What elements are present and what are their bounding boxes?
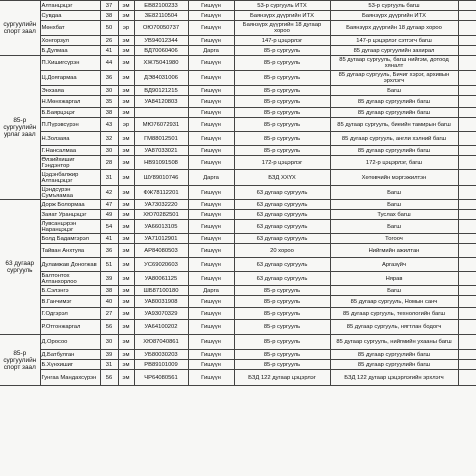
cell-id: УА87033021 — [134, 146, 188, 156]
cell-age: 38 — [100, 286, 118, 296]
cell-job: 53-р сургууль багш — [330, 1, 458, 11]
cell-org: Баянзүрх дүүргийн ИТХ — [234, 11, 330, 21]
cell-name: П.Хишигсүрэн — [40, 56, 100, 71]
cell-org: 85-р сургууль — [234, 108, 330, 118]
cell-org: 172-р цэцэрлэг — [234, 156, 330, 170]
cell-name: Н.Мөнхжаргал — [40, 96, 100, 108]
table-row — [0, 170, 476, 186]
cell-extra — [458, 71, 476, 86]
cell-job: 85 дугаар сургууль, биеийн тамирын багш — [330, 118, 458, 132]
cell-gender: эм — [118, 108, 134, 118]
cell-id: УВ94012344 — [134, 36, 188, 46]
cell-name: Д.Батбулган — [40, 350, 100, 360]
cell-id: ЧР64080561 — [134, 370, 188, 386]
cell-job: 85 дугаар сургууль, нягтлан бодогч — [330, 320, 458, 335]
cell-org: 85-р сургууль — [234, 118, 330, 132]
cell-name: Б.Дулмаа — [40, 46, 100, 56]
cell-age: 56 — [100, 320, 118, 335]
cell-age: 38 — [100, 11, 118, 21]
cell-status: Гишүүн — [188, 21, 234, 36]
cell-name: Алтанцэцэг — [40, 1, 100, 11]
cell-id: УА84120803 — [134, 96, 188, 108]
cell-gender: эм — [118, 244, 134, 258]
cell-job: 85 дугаар сургуулийн багш — [330, 350, 458, 360]
cell-id: УА64100202 — [134, 320, 188, 335]
cell-extra — [458, 186, 476, 200]
cell-job: 85 дугаар сургуулийн багш — [330, 360, 458, 370]
cell-job: Аргазүйч — [330, 258, 458, 272]
table-row — [0, 56, 476, 71]
cell-name: Г.Одгэрэл — [40, 308, 100, 320]
cell-extra — [458, 272, 476, 286]
cell-extra — [458, 308, 476, 320]
table-row — [0, 132, 476, 146]
cell-name: Р.Отгонжаргал — [40, 320, 100, 335]
cell-age: 27 — [100, 308, 118, 320]
cell-id: УБ80030203 — [134, 350, 188, 360]
cell-job: 85 дугаар сургуулийн багш — [330, 108, 458, 118]
cell-gender: эм — [118, 308, 134, 320]
cell-id: УА66013105 — [134, 220, 188, 234]
table-row — [0, 156, 476, 170]
cell-status: Гишүүн — [188, 320, 234, 335]
cell-name: Ц.Доягармаа — [40, 71, 100, 86]
cell-id: УА71012901 — [134, 234, 188, 244]
cell-status: Гишүүн — [188, 108, 234, 118]
cell-id: ЗЕ82110504 — [134, 11, 188, 21]
cell-gender: эм — [118, 146, 134, 156]
cell-extra — [458, 1, 476, 11]
cell-org: 63 дугаар сургууль — [234, 234, 330, 244]
table-row — [0, 11, 476, 21]
cell-name: Лувсанцэрэн Наранцэцэг — [40, 220, 100, 234]
cell-org: 85-р сургууль — [234, 146, 330, 156]
cell-gender: эм — [118, 210, 134, 220]
cell-id: УА80031908 — [134, 296, 188, 308]
cell-org: БЗД ХХҮХ — [234, 170, 330, 186]
cell-age: 30 — [100, 146, 118, 156]
cell-status: Гишүүн — [188, 11, 234, 21]
cell-id: ШБ87100180 — [134, 286, 188, 296]
cell-name: Энхзаяа — [40, 86, 100, 96]
cell-age: 41 — [100, 234, 118, 244]
cell-gender: эм — [118, 220, 134, 234]
cell-job: Багш — [330, 220, 458, 234]
cell-status: Гишүүн — [188, 308, 234, 320]
cell-job: Багш — [330, 186, 458, 200]
cell-status: Гишүүн — [188, 360, 234, 370]
cell-gender: эм — [118, 286, 134, 296]
cell-name: Цэдэнбалжир Алтанцэцэг — [40, 170, 100, 186]
cell-org: 63 дугаар сургууль — [234, 258, 330, 272]
cell-org: 85-р сургууль — [234, 360, 330, 370]
cell-job: Нярав — [330, 272, 458, 286]
cell-job: Багш — [330, 86, 458, 96]
table-row — [0, 320, 476, 335]
cell-gender: эм — [118, 296, 134, 308]
table-row — [0, 220, 476, 234]
cell-age: 42 — [100, 186, 118, 200]
table-row — [0, 335, 476, 350]
cell-age: 31 — [100, 360, 118, 370]
cell-extra — [458, 200, 476, 210]
cell-extra — [458, 86, 476, 96]
cell-status: Дарга — [188, 286, 234, 296]
cell-age: 50 — [100, 21, 118, 36]
cell-name: Б.Баярцэцэг — [40, 108, 100, 118]
cell-status: Гишүүн — [188, 335, 234, 350]
table-row — [0, 71, 476, 86]
cell-id: ДЭ84031006 — [134, 71, 188, 86]
cell-extra — [458, 170, 476, 186]
cell-job: 85 дугаар сургууль, Бичиг хэрэг, архивын эрхлэгч — [330, 71, 458, 86]
cell-org: 85-р сургууль — [234, 350, 330, 360]
table-row — [0, 1, 476, 11]
table-row — [0, 308, 476, 320]
cell-age: 36 — [100, 244, 118, 258]
cell-age: 31 — [100, 170, 118, 186]
cell-name: Б.Хүнхишиг — [40, 360, 100, 370]
table-row — [0, 146, 476, 156]
cell-age: 49 — [100, 210, 118, 220]
cell-org: 63 дугаар сургууль — [234, 186, 330, 200]
cell-gender: эм — [118, 1, 134, 11]
cell-name: Г.Нансалмаа — [40, 146, 100, 156]
cell-age: 47 — [100, 200, 118, 210]
cell-id: ВД90121215 — [134, 86, 188, 96]
cell-gender: эм — [118, 96, 134, 108]
cell-id: УА80061125 — [134, 272, 188, 286]
cell-gender: эр — [118, 118, 134, 132]
cell-id: УА73032220 — [134, 200, 188, 210]
cell-age: 38 — [100, 108, 118, 118]
cell-id: УС69020603 — [134, 258, 188, 272]
cell-status: Гишүүн — [188, 1, 234, 11]
cell-id: ВД70060406 — [134, 46, 188, 56]
cell-age: 30 — [100, 86, 118, 96]
table-row — [0, 286, 476, 296]
cell-status: Гишүүн — [188, 210, 234, 220]
cell-age: 43 — [100, 118, 118, 132]
cell-org: 85-р сургууль — [234, 286, 330, 296]
cell-age: 56 — [100, 370, 118, 386]
cell-gender: эм — [118, 36, 134, 46]
cell-name: Н.Золзаяа — [40, 132, 100, 146]
cell-job: 85 дугаар сургууль, багш нийгэм, дотоод хяналт — [330, 56, 458, 71]
cell-status: Дарга — [188, 170, 234, 186]
cell-job: Багш — [330, 286, 458, 296]
cell-job: 85 дугаар сургуулийн багш — [330, 96, 458, 108]
cell-job: Баянзүрх дүүргийн ИТХ — [330, 11, 458, 21]
cell-extra — [458, 244, 476, 258]
cell-name: Гунгаа Мандахсүрэн — [40, 370, 100, 386]
cell-org: 85-р сургууль — [234, 308, 330, 320]
cell-org: 85-р сургууль — [234, 296, 330, 308]
cell-status: Гишүүн — [188, 186, 234, 200]
cell-status: Дарга — [188, 46, 234, 56]
cell-extra — [458, 146, 476, 156]
cell-org: 85-р сургууль — [234, 46, 330, 56]
cell-status: Гишүүн — [188, 146, 234, 156]
cell-extra — [458, 220, 476, 234]
cell-extra — [458, 296, 476, 308]
cell-extra — [458, 370, 476, 386]
group-label: 85-р сургуулийн спорт заал — [0, 335, 40, 386]
cell-job: Туслах багш — [330, 210, 458, 220]
table-row — [0, 200, 476, 210]
cell-job: 85 дугаар сургуулийн захирал — [330, 46, 458, 56]
cell-org: 63 дугаар сургууль — [234, 210, 330, 220]
cell-age: 44 — [100, 56, 118, 71]
table-row — [0, 21, 476, 36]
cell-gender: эм — [118, 156, 134, 170]
cell-name: Заяат Уранцэцэг — [40, 210, 100, 220]
table-row — [0, 186, 476, 200]
cell-status: Гишүүн — [188, 350, 234, 360]
cell-job: Нийгмийн ажилтан — [330, 244, 458, 258]
cell-status: Гишүүн — [188, 118, 234, 132]
cell-job: 85 дугаар сургууль, англи хэлний багш — [330, 132, 458, 146]
cell-gender: эм — [118, 71, 134, 86]
cell-id — [134, 108, 188, 118]
table-row — [0, 234, 476, 244]
cell-gender: эм — [118, 132, 134, 146]
cell-status: Гишүүн — [188, 258, 234, 272]
cell-gender: эм — [118, 258, 134, 272]
cell-gender: эр — [118, 21, 134, 36]
cell-status: Гишүүн — [188, 71, 234, 86]
cell-id: МЮ76072931 — [134, 118, 188, 132]
cell-extra — [458, 132, 476, 146]
cell-job: 147-р цэцэрлэг сэтгэгч багш — [330, 36, 458, 46]
cell-id: ШУ89010746 — [134, 170, 188, 186]
table-row — [0, 46, 476, 56]
cell-name: В.Ганчимэг — [40, 296, 100, 308]
group-label: 63 дугаар сургууль — [0, 200, 40, 335]
cell-age: 37 — [100, 1, 118, 11]
table-row — [0, 244, 476, 258]
cell-id: ХЮ70282501 — [134, 210, 188, 220]
table-row — [0, 210, 476, 220]
cell-name: Дуламжав Доногжав — [40, 258, 100, 272]
cell-status: Гишүүн — [188, 234, 234, 244]
cell-id: НВ91091508 — [134, 156, 188, 170]
cell-job: Тогооч — [330, 234, 458, 244]
cell-job: 85 дугаар сургууль, технологийн багш — [330, 308, 458, 320]
cell-extra — [458, 36, 476, 46]
table-row — [0, 96, 476, 108]
cell-status: Гишүүн — [188, 220, 234, 234]
cell-gender: эм — [118, 11, 134, 21]
cell-gender: эм — [118, 234, 134, 244]
cell-org: БЗД 122 дугаар цэцэрлэг — [234, 370, 330, 386]
cell-age: 36 — [100, 71, 118, 86]
cell-extra — [458, 46, 476, 56]
cell-name: Сувдаа — [40, 11, 100, 21]
cell-id: ХЮ87040861 — [134, 335, 188, 350]
cell-gender: эм — [118, 272, 134, 286]
cell-age: 41 — [100, 46, 118, 56]
cell-org: 63 дугаар сургууль — [234, 272, 330, 286]
cell-age: 39 — [100, 350, 118, 360]
cell-gender: эм — [118, 360, 134, 370]
cell-extra — [458, 320, 476, 335]
cell-name: Өлзийхишиг Гэндэнтор — [40, 156, 100, 170]
cell-gender: эм — [118, 370, 134, 386]
cell-age: 28 — [100, 156, 118, 170]
cell-age: 51 — [100, 258, 118, 272]
cell-extra — [458, 350, 476, 360]
cell-extra — [458, 286, 476, 296]
cell-gender: эм — [118, 56, 134, 71]
group-label: 85-р сургуулийн урлаг заал — [0, 56, 40, 200]
cell-extra — [458, 118, 476, 132]
cell-job: Багш — [330, 200, 458, 210]
cell-gender: эм — [118, 170, 134, 186]
cell-org: 53-р сургууль ИТХ — [234, 1, 330, 11]
cell-org: 85-р сургууль — [234, 56, 330, 71]
cell-age: 26 — [100, 36, 118, 46]
cell-gender: эм — [118, 86, 134, 96]
cell-extra — [458, 108, 476, 118]
cell-org: Баянзүрх дүүргийн 18 дугаар хороо — [234, 21, 330, 36]
cell-name: Дорж Болормаа — [40, 200, 100, 210]
cell-job: Баянзүрх дүүргийн 18 дугаар хороо — [330, 21, 458, 36]
cell-status: Гишүүн — [188, 370, 234, 386]
cell-org: 85-р сургууль — [234, 335, 330, 350]
cell-name: Мөнхбат — [40, 21, 100, 36]
cell-org: 63 дугаар сургууль — [234, 200, 330, 210]
cell-age: 30 — [100, 335, 118, 350]
cell-extra — [458, 335, 476, 350]
cell-job: 85 дугаар сургууль, нийгмийн ухааны багш — [330, 335, 458, 350]
cell-id: РВ89101009 — [134, 360, 188, 370]
cell-name: Болд Бадамгэрэл — [40, 234, 100, 244]
table-row — [0, 36, 476, 46]
cell-name: Д.Оросоо — [40, 335, 100, 350]
cell-gender: эм — [118, 200, 134, 210]
cell-status: Гишүүн — [188, 272, 234, 286]
cell-org: 20 хороо — [234, 244, 330, 258]
cell-org: 85-р сургууль — [234, 96, 330, 108]
cell-gender: эм — [118, 46, 134, 56]
cell-id: АР84080503 — [134, 244, 188, 258]
cell-org: 85-р сургууль — [234, 132, 330, 146]
cell-extra — [458, 360, 476, 370]
cell-gender: эм — [118, 186, 134, 200]
cell-age: 40 — [100, 296, 118, 308]
cell-status: Гишүүн — [188, 86, 234, 96]
table-row — [0, 370, 476, 386]
cell-job: Хөтөвчийн мэргэжилтэн — [330, 170, 458, 186]
cell-age: 54 — [100, 220, 118, 234]
cell-status: Гишүүн — [188, 156, 234, 170]
cell-extra — [458, 210, 476, 220]
table-row — [0, 118, 476, 132]
cell-job: 85 дугаар сургуулийн багш — [330, 146, 458, 156]
table-row — [0, 272, 476, 286]
cell-org: 85-р сургууль — [234, 71, 330, 86]
cell-extra — [458, 258, 476, 272]
cell-name: П.Пүрэвсүрэн — [40, 118, 100, 132]
cell-extra — [458, 156, 476, 170]
cell-age: 32 — [100, 132, 118, 146]
cell-job: 172-р цэцэрлэг, багш — [330, 156, 458, 170]
cell-gender: эм — [118, 335, 134, 350]
cell-status: Гишүүн — [188, 56, 234, 71]
cell-org: 147-р цэцэрлэг — [234, 36, 330, 46]
cell-id: ГМ88012501 — [134, 132, 188, 146]
cell-status: Гишүүн — [188, 96, 234, 108]
cell-gender: эм — [118, 350, 134, 360]
cell-org: 85-р сургууль — [234, 320, 330, 335]
cell-name: Хонгорзул — [40, 36, 100, 46]
cell-status: Гишүүн — [188, 296, 234, 308]
cell-age: 35 — [100, 96, 118, 108]
cell-id: ФЖ78112201 — [134, 186, 188, 200]
cell-job: БЗД 122 дугаар цэцэрлэгийн эрхлэгч — [330, 370, 458, 386]
cell-name: Балтонтох Алтанхорлоо — [40, 272, 100, 286]
cell-name: Цэндсүрэн Сумъяамаа — [40, 186, 100, 200]
cell-name: Тайван Анхтуяа — [40, 244, 100, 258]
table-row — [0, 86, 476, 96]
cell-id: ОЮ70050737 — [134, 21, 188, 36]
table-row — [0, 360, 476, 370]
cell-org: 85-р сургууль — [234, 86, 330, 96]
cell-id: ХЖ75041980 — [134, 56, 188, 71]
cell-extra — [458, 234, 476, 244]
cell-status: Гишүүн — [188, 36, 234, 46]
cell-gender: эм — [118, 320, 134, 335]
cell-status: Гишүүн — [188, 244, 234, 258]
cell-org: 63 дугаар сургууль — [234, 220, 330, 234]
cell-id: ЕВ82100233 — [134, 1, 188, 11]
table-row — [0, 350, 476, 360]
cell-extra — [458, 21, 476, 36]
cell-age: 39 — [100, 272, 118, 286]
cell-status: Гишүүн — [188, 200, 234, 210]
cell-name: Б.Сэлэнгэ — [40, 286, 100, 296]
cell-extra — [458, 56, 476, 71]
cell-status: Гишүүн — [188, 132, 234, 146]
cell-extra — [458, 11, 476, 21]
group-label: сургуулийн спорт заал — [0, 1, 40, 56]
cell-extra — [458, 96, 476, 108]
cell-id: УА93070329 — [134, 308, 188, 320]
table-row — [0, 296, 476, 308]
cell-job: 85 дугаар сургууль, Номын санч — [330, 296, 458, 308]
table-row — [0, 108, 476, 118]
table-row — [0, 258, 476, 272]
